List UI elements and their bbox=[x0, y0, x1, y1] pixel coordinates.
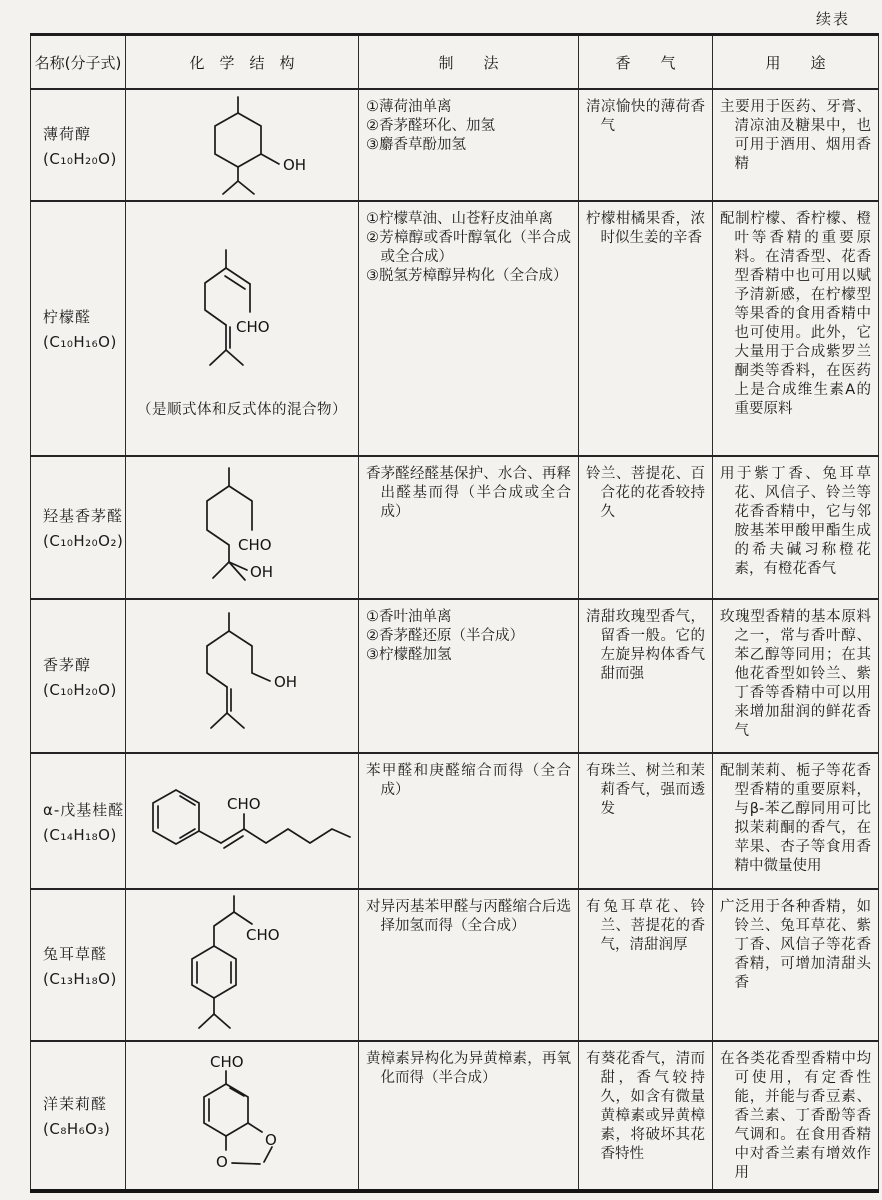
isomer-note: （是顺式体和反式体的混合物） bbox=[137, 402, 347, 418]
name-cell bbox=[31, 753, 126, 889]
cyclamen-aldehyde-structure-diagram bbox=[126, 890, 359, 1040]
method-item: ③柠檬醛加氢 bbox=[366, 647, 452, 663]
compound-name: α-戊基桂醛 bbox=[43, 800, 125, 819]
use-cell bbox=[713, 599, 879, 753]
fragrance-compounds-table bbox=[30, 33, 879, 1193]
use-cell bbox=[713, 753, 879, 889]
method-cell bbox=[359, 201, 579, 456]
aroma-cell bbox=[579, 889, 713, 1041]
aroma-text: 清甜玫瑰型香气，留香一般。它的左旋异构体香气甜而强 bbox=[586, 609, 705, 682]
table-row-citral bbox=[31, 201, 879, 456]
structure-cell bbox=[126, 456, 359, 599]
compound-formula: (C₁₄H₁₈O) bbox=[43, 825, 117, 844]
structure-cell bbox=[126, 89, 359, 201]
table-row-heliotropin bbox=[31, 1041, 879, 1191]
structure-cell bbox=[126, 753, 359, 889]
name-cell bbox=[31, 456, 126, 599]
aroma-cell bbox=[579, 599, 713, 753]
heliotropin-structure-diagram bbox=[126, 1043, 359, 1188]
method-item: ③脱氢芳樟醇异构化（全合成） bbox=[366, 268, 568, 284]
hydroxycitronellal-structure-diagram bbox=[126, 458, 359, 598]
hydroxyl-label: OH bbox=[250, 562, 274, 581]
compound-name: 柠檬醛 bbox=[43, 308, 92, 326]
compound-formula: (C₈H₆O₃) bbox=[43, 1120, 111, 1138]
aroma-cell bbox=[579, 201, 713, 456]
use-text: 在各类花香型香精中均可使用，有定香性能，并能与香豆素、香兰素、丁香酚等香气调和。在食用香精中对香兰素有增效作用 bbox=[720, 1051, 871, 1181]
structure-cell bbox=[126, 1041, 359, 1191]
citral-structure-diagram bbox=[126, 238, 359, 388]
col-header-structure: 化 学 结 构 bbox=[126, 35, 359, 90]
structure-cell bbox=[126, 201, 359, 456]
method-item: ②芳樟醇或香叶醇氧化（半合成或全合成） bbox=[366, 230, 571, 265]
use-text: 主要用于医药、牙膏、清凉油及糖果中，也可用于酒用、烟用香精 bbox=[720, 99, 871, 172]
compound-formula: (C₁₀H₁₆O) bbox=[43, 333, 117, 351]
method-item: ③麝香草酚加氢 bbox=[366, 137, 466, 153]
citronellol-structure-diagram bbox=[126, 601, 359, 751]
compound-formula: (C₁₀H₂₀O) bbox=[43, 149, 117, 168]
use-cell bbox=[713, 456, 879, 599]
aroma-text: 有珠兰、树兰和茉莉香气，强而透发 bbox=[586, 763, 705, 817]
compound-name: 香茅醇 bbox=[43, 655, 92, 674]
method-cell bbox=[359, 753, 579, 889]
use-cell bbox=[713, 201, 879, 456]
method-item: 对异丙基苯甲醛与丙醛缩合后选择加氢而得（全合成） bbox=[366, 899, 571, 934]
aroma-text: 铃兰、菩提花、百合花的花香较持久 bbox=[586, 466, 705, 520]
aroma-text: 有葵花香气，清而甜，香气较持久，如含有微量黄樟素或异黄樟素，将破坏其花香特性 bbox=[586, 1051, 705, 1162]
aroma-cell bbox=[579, 89, 713, 201]
oxygen-label: O bbox=[216, 1153, 228, 1171]
use-text: 玫瑰型香精的基本原料之一，常与香叶醇、苯乙醇等同用；在其他花香型如铃兰、紫丁香等香精中可以用来增加甜润的鲜花香气 bbox=[720, 609, 871, 739]
table-row-cyclamen-aldehyde bbox=[31, 889, 879, 1041]
compound-formula: (C₁₀H₂₀O) bbox=[43, 680, 117, 699]
continued-table-label: 续表 bbox=[815, 10, 850, 28]
use-cell bbox=[713, 89, 879, 201]
structure-cell bbox=[126, 599, 359, 753]
col-header-aroma: 香 气 bbox=[579, 35, 713, 90]
aldehyde-label: CHO bbox=[210, 1053, 244, 1071]
method-item: ②香茅醛环化、加氢 bbox=[366, 118, 495, 134]
method-cell bbox=[359, 889, 579, 1041]
table-row-menthol bbox=[31, 89, 879, 201]
method-item: 苯甲醛和庚醛缩合而得（全合成） bbox=[366, 763, 571, 798]
compound-name: 洋茉莉醛 bbox=[43, 1095, 108, 1113]
table-row-hydroxycitronellal bbox=[31, 456, 879, 599]
aroma-cell bbox=[579, 753, 713, 889]
table-row-citronellol bbox=[31, 599, 879, 753]
compound-name: 羟基香茅醛 bbox=[43, 507, 124, 525]
menthol-structure-diagram bbox=[126, 91, 359, 199]
method-item: ②香茅醛还原（半合成） bbox=[366, 628, 524, 644]
aldehyde-label: CHO bbox=[236, 318, 270, 336]
name-cell bbox=[31, 201, 126, 456]
compound-formula: (C₁₃H₁₈O) bbox=[43, 969, 117, 988]
table-header-row bbox=[31, 35, 879, 90]
method-item: ①香叶油单离 bbox=[366, 609, 452, 625]
aroma-text: 有兔耳草花、铃兰、菩提花的香气，清甜润厚 bbox=[586, 899, 705, 953]
use-cell bbox=[713, 1041, 879, 1191]
method-item: ①薄荷油单离 bbox=[366, 99, 452, 115]
aroma-text: 清凉愉快的薄荷香气 bbox=[586, 99, 705, 134]
compound-formula: (C₁₀H₂₀O₂) bbox=[43, 532, 124, 550]
compound-name: 兔耳草醛 bbox=[43, 944, 108, 963]
col-header-method: 制 法 bbox=[359, 35, 579, 90]
aroma-cell bbox=[579, 456, 713, 599]
use-text: 配制柠檬、香柠檬、橙叶等香精的重要原料。在清香型、花香型香精中也可用以赋予清新感，在柠檬型等果香的食用香精中也可使用。此外，它大量用于合成紫罗兰酮类等香料，在医药上是合成维生素A的重要原料 bbox=[720, 211, 871, 417]
hydroxyl-label: OH bbox=[283, 156, 307, 174]
method-item: ①柠檬草油、山苍籽皮油单离 bbox=[366, 211, 553, 227]
method-item: 黄樟素异构化为异黄樟素，再氧化而得（半合成） bbox=[366, 1051, 571, 1086]
name-cell bbox=[31, 1041, 126, 1191]
method-cell bbox=[359, 456, 579, 599]
use-text: 配制茉莉、栀子等花香型香精的重要原料，与β-苯乙醇同用可比拟茉莉酮的香气，在苹果、杏子等食用香精中微量使用 bbox=[720, 763, 871, 874]
structure-cell bbox=[126, 889, 359, 1041]
aldehyde-label: CHO bbox=[227, 795, 261, 813]
col-header-name: 名称(分子式) bbox=[31, 35, 126, 90]
compound-name: 薄荷醇 bbox=[43, 124, 92, 143]
name-cell bbox=[31, 599, 126, 753]
use-text: 用于紫丁香、兔耳草花、风信子、铃兰等花香香精中，它与邻胺基苯甲酸甲酯生成的希夫碱习称橙花素，有橙花香气 bbox=[720, 466, 871, 577]
oxygen-label: O bbox=[265, 1131, 277, 1149]
method-cell bbox=[359, 1041, 579, 1191]
aroma-cell bbox=[579, 1041, 713, 1191]
method-item: 香茅醛经醛基保护、水合、再释出醛基而得（半合成或全合成） bbox=[366, 466, 571, 520]
aldehyde-label: CHO bbox=[238, 535, 272, 554]
aldehyde-label: CHO bbox=[246, 926, 280, 944]
amyl-cinnamaldehyde-structure-diagram bbox=[126, 756, 359, 886]
aroma-text: 柠檬柑橘果香，浓时似生姜的辛香 bbox=[586, 211, 705, 246]
table-row-amyl-cinnamaldehyde bbox=[31, 753, 879, 889]
use-text: 广泛用于各种香精，如铃兰、兔耳草花、紫丁香、风信子等花香香精，可增加清甜头香 bbox=[720, 899, 871, 991]
hydroxyl-label: OH bbox=[274, 673, 298, 691]
method-cell bbox=[359, 599, 579, 753]
col-header-use: 用 途 bbox=[713, 35, 879, 90]
use-cell bbox=[713, 889, 879, 1041]
name-cell bbox=[31, 889, 126, 1041]
name-cell bbox=[31, 89, 126, 201]
method-cell bbox=[359, 89, 579, 201]
